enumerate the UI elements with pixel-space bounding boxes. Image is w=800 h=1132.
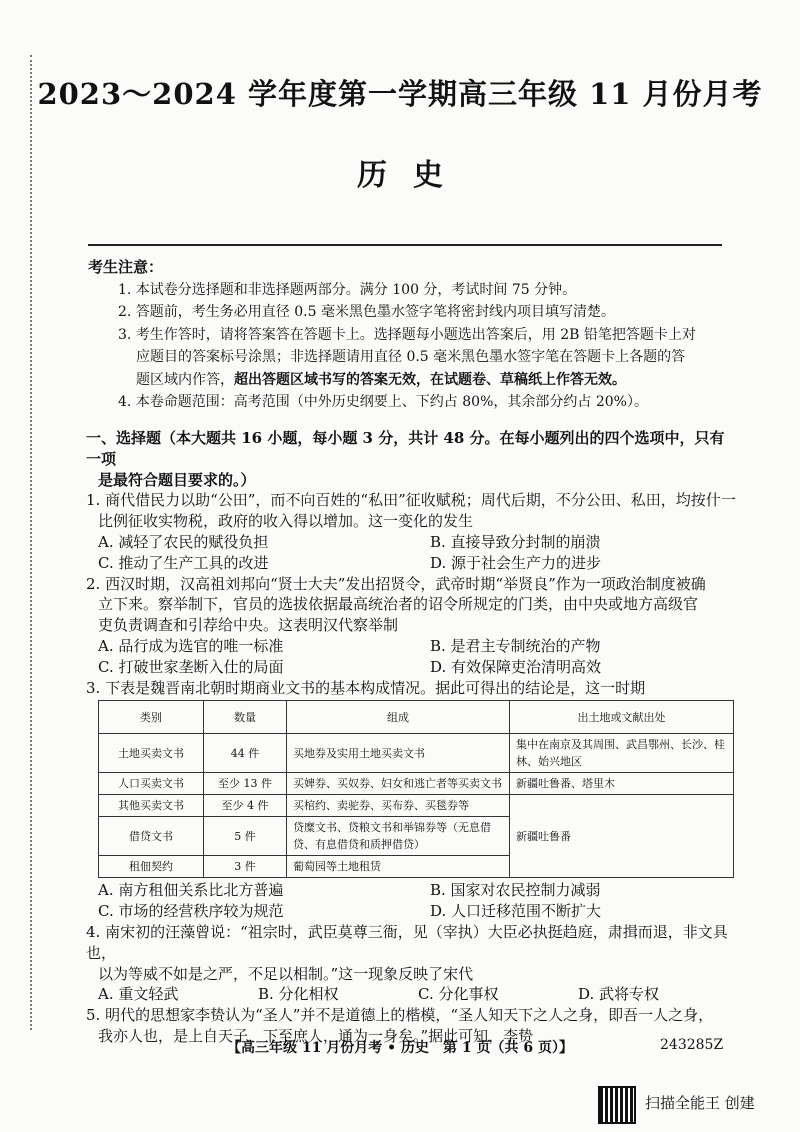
q3-stem: 3. 下表是魏晋南北朝时期商业文书的基本构成情况。据此可得出的结论是，这一时期 [86, 678, 646, 697]
table-cell: 新疆吐鲁番 [510, 795, 734, 878]
q4-stem-cont: 以为等威不如是之严，不足以相制。”这一现象反映了宋代 [98, 964, 474, 983]
notice-text: 题区域内作答， [136, 371, 234, 388]
scanner-watermark: 扫描全能王 创建 [645, 1094, 755, 1112]
table-cell: 买棺约、卖驼券、买布券、买毯券等 [287, 795, 510, 817]
divider [88, 244, 722, 246]
q1-stem: 1. 商代借民力以助“公田”，而不向百姓的“私田”征收赋税；周代后期，不分公田、私田，均按什一 [86, 491, 736, 510]
page-footer: 【高三年级 11 月份月考 • 历史 第 1 页（共 6 页）】 [227, 1040, 573, 1056]
table-cell: 44 件 [204, 734, 287, 773]
q3-options [86, 901, 736, 922]
q4-options [86, 984, 736, 1005]
table-cell: 至少 4 件 [204, 795, 287, 817]
table-cell: 租佃契约 [99, 856, 204, 878]
q2-options [86, 636, 736, 657]
q2-option-d: D. 有效保障吏治清明高效 [430, 657, 602, 676]
table-row [99, 734, 734, 773]
q4-option-d: D. 武将专权 [578, 985, 660, 1004]
notice-item: 3. 考生作答时，请将答案答在答题卡上。选择题每小题选出答案后，用 2B 铅笔把答题卡上对 [118, 326, 696, 343]
table-cell: 人口买卖文书 [99, 773, 204, 795]
q2-option-a: A. 品行成为选官的唯一标准 [98, 636, 284, 655]
questions [86, 428, 736, 1047]
q2-option-b: B. 是君主专制统治的产物 [430, 636, 601, 655]
q2-stem-cont: 立下来。察举制下，官员的选拔依据最高统治者的诏令所规定的门类，由中央或地方高级官 [98, 595, 699, 614]
table-header: 出土地或文献出处 [510, 701, 734, 734]
table-cell: 借贷文书 [99, 817, 204, 856]
table-row [99, 795, 734, 817]
notice-item: 1. 本试卷分选择题和非选择题两部分。满分 100 分，考试时间 75 分钟。 [118, 281, 577, 298]
q1-stem-cont: 比例征收实物税，政府的收入得以增加。这一变化的发生 [98, 512, 474, 531]
q2-stem-cont: 吏负责调查和引荐给中央。这表明汉代察举制 [98, 616, 399, 635]
notice-emphasis: 超出答题区域书写的答案无效，在试题卷、草稿纸上作答无效。 [234, 371, 626, 388]
table-cell: 至少 13 件 [204, 773, 287, 795]
section-heading-cont: 是最符合题目要求的。） [98, 470, 256, 489]
q1-options [86, 532, 736, 553]
table-cell: 贷糜文书、贷粮文书和举锦券等（无息借贷、有息借贷和质押借贷） [287, 817, 510, 856]
notice-item: 2. 答题前，考生务必用直径 0.5 毫米黑色墨水签字笔将密封线内项目填写清楚。 [118, 304, 615, 320]
notice-item: 4. 本卷命题范围：高考范围（中外历史纲要上、下约占 80%，其余部分约占 20%）。 [118, 394, 648, 410]
q3-option-d: D. 人口迁移范围不断扩大 [430, 902, 602, 921]
table-cell: 其他买卖文书 [99, 795, 204, 817]
q3-option-b: B. 国家对农民控制力减弱 [430, 881, 601, 900]
q2-options [86, 657, 736, 678]
q1-option-b: B. 直接导致分封制的崩溃 [430, 532, 601, 551]
q3-options [86, 880, 736, 901]
q1-option-c: C. 推动了生产工具的改进 [98, 553, 269, 572]
q4-option-b: B. 分化相权 [258, 985, 339, 1004]
table-header: 数量 [204, 701, 287, 734]
table-cell: 5 件 [204, 817, 287, 856]
table-cell: 买地券及实用土地买卖文书 [287, 734, 510, 773]
q4-option-c: C. 分化事权 [418, 985, 499, 1004]
q4-stem: 4. 南宋初的汪藻曾说：“祖宗时，武臣莫尊三衙，见（宰执）大臣必执挺趋庭，肃揖而退，非文具也， [86, 922, 728, 962]
q1-option-a: A. 减轻了农民的赋役负担 [98, 532, 269, 551]
q3-option-a: A. 南方租佃关系比北方普遍 [98, 881, 284, 900]
table-header-row [99, 701, 734, 734]
subject-title: 历史 [357, 158, 469, 193]
paper-code: 243285Z [660, 1037, 724, 1053]
table-cell: 买婢券、买奴券、妇女和逃亡者等买卖文书 [287, 773, 510, 795]
table-cell: 新疆吐鲁番、塔里木 [510, 773, 734, 795]
q4-option-a: A. 重文轻武 [98, 985, 179, 1004]
q3-option-c: C. 市场的经营秩序较为规范 [98, 902, 284, 921]
notice-item: 应题目的答案标号涂黑；非选择题请用直径 0.5 毫米黑色墨水签字笔在答题卡上各题的答 [136, 349, 686, 365]
q1-options [86, 553, 736, 574]
table-row [99, 773, 734, 795]
qr-code-icon [598, 1086, 636, 1124]
table-cell: 3 件 [204, 856, 287, 878]
table-cell: 土地买卖文书 [99, 734, 204, 773]
table-cell: 葡萄园等土地租赁 [287, 856, 510, 878]
binding-line [30, 55, 36, 1030]
table-cell: 集中在南京及其周围、武昌鄂州、长沙、桂林、始兴地区 [510, 734, 734, 773]
table-header: 类别 [99, 701, 204, 734]
notice-block [88, 256, 728, 414]
table-header: 组成 [287, 701, 510, 734]
notice-heading: 考生注意： [88, 258, 164, 276]
notice-item [88, 369, 728, 392]
exam-title: 2023～2024 学年度第一学期高三年级 11 月份月考 [37, 77, 763, 111]
q3-table [98, 700, 734, 878]
q1-option-d: D. 源于社会生产力的进步 [430, 553, 602, 572]
q5-stem-cont: 我亦人也，是上自天子，下至庶人，通为一身矣。”据此可知，李贽 [98, 1026, 534, 1045]
q2-option-c: C. 打破世家垄断入仕的局面 [98, 657, 284, 676]
q2-stem: 2. 西汉时期，汉高祖刘邦向“贤士大夫”发出招贤令，武帝时期“举贤良”作为一项政治制度被确 [86, 574, 706, 593]
section-heading: 一、选择题（本大题共 16 小题，每小题 3 分，共计 48 分。在每小题列出的四个选项中，只有一项 [86, 429, 725, 468]
q5-stem: 5. 明代的思想家李贽认为“圣人”并不是道德上的楷模，“圣人知天下之人之身，即吾一人之身， [86, 1006, 714, 1025]
